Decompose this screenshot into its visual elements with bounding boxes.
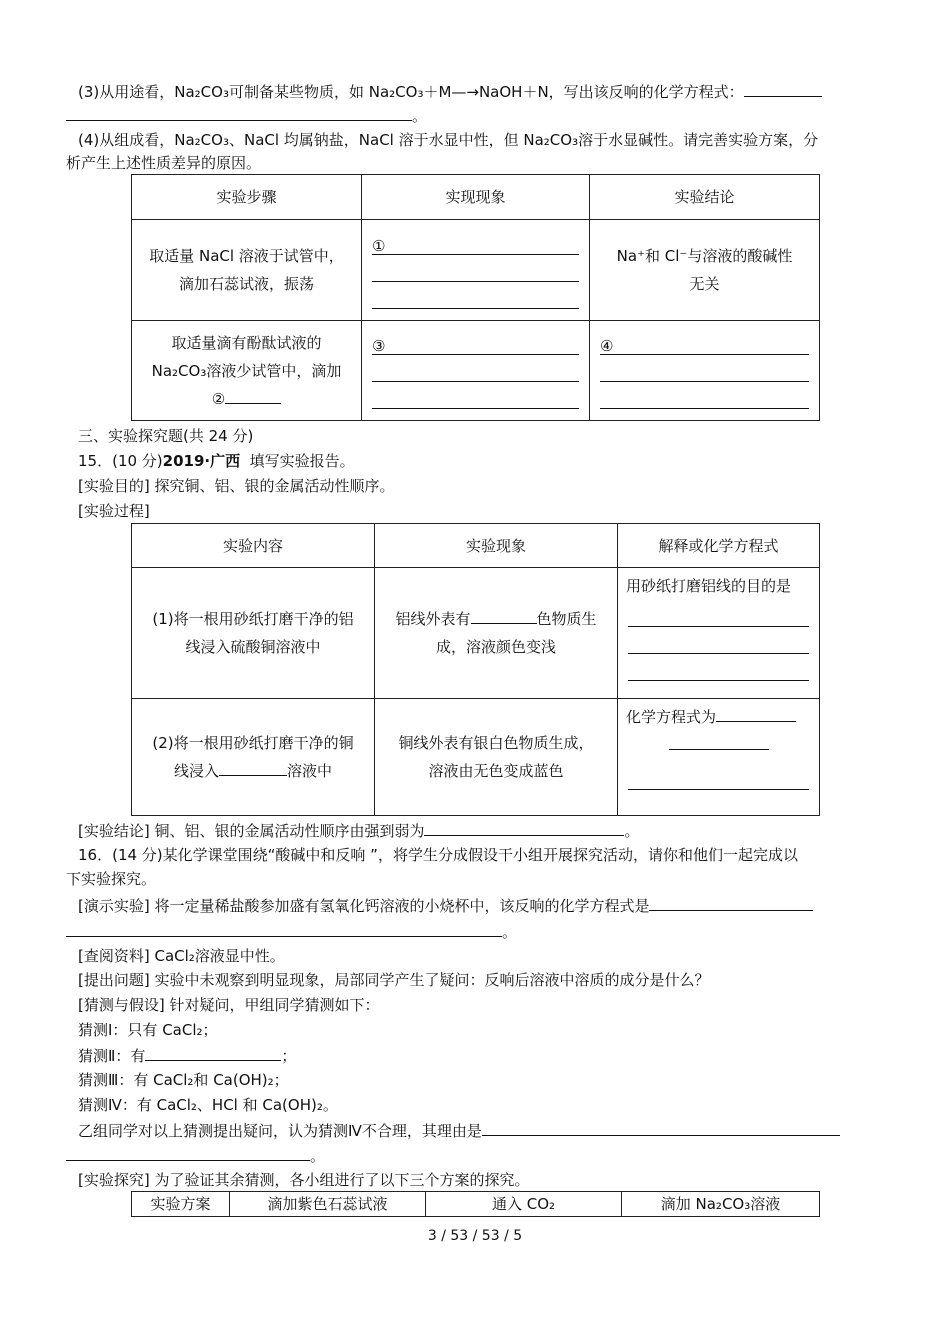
experiment-table-2 [131,523,820,816]
answer-blank[interactable] [628,767,809,790]
table-header: 实验方案 [132,1192,230,1217]
answer-blank[interactable] [66,104,412,121]
table-cell: 取适量滴有酚酞试液的 Na₂CO₃溶液少试管中，滴加 ② [132,321,362,421]
answer-blank[interactable] [744,80,822,97]
q15-conclusion: [实验结论] 铜、铝、银的金属活动性顺序由强到弱为 。 [78,819,640,842]
table-cell: Na⁺和 Cl⁻与溶液的酸碱性 无关 [590,220,820,321]
answer-blank[interactable] [628,631,809,654]
experiment-table-1 [131,174,820,421]
answer-blank[interactable] [628,658,809,681]
q13-part3: (3)从用途看，Na₂CO₃可制备某些物质，如 Na₂CO₃＋M—→NaOH＋N，写出该反响的化学方程式： [78,80,822,103]
q16-explore: [实验探究] 为了验证其余猜测，各小组进行了以下三个方案的探究。 [78,1171,530,1189]
answer-blank[interactable] [145,1044,281,1061]
q16-guess2: 猜测Ⅱ：有 ； [78,1044,296,1067]
answer-blank[interactable] [372,359,579,382]
page-footer: 3 / 53 / 53 / 5 [427,1228,523,1244]
table-header: 解释或化学方程式 [618,524,820,568]
answer-blank[interactable] [600,386,809,409]
table-cell: 铝线外表有 色物质生 成，溶液颜色变浅 [375,568,618,699]
table-header: 实验步骤 [132,175,362,220]
table-cell [362,220,590,321]
q16-guess4: 猜测Ⅳ：有 CaCl₂、HCl 和 Ca(OH)₂。 [78,1096,338,1114]
answer-blank[interactable] [219,759,287,776]
q16-question: [提出问题] 实验中未观察到明显现象，局部同学产生了疑问：反响后溶液中溶质的成分是什么？ [78,971,710,989]
answer-blank[interactable] [66,1144,310,1161]
section-title: 三、实验探究题(共 24 分) [78,427,254,445]
answer-blank[interactable] [649,894,813,911]
answer-blank[interactable] [482,1119,840,1136]
q13-part4-line1: (4)从组成看，Na₂CO₃、NaCl 均属钠盐，NaCl 溶于水显中性，但 Na₂CO₃溶于水显碱性。请完善实验方案，分 [78,131,819,149]
table-cell [590,321,820,421]
answer-blank[interactable] [600,359,809,382]
q16-intro-line1: 16．(14 分)某化学课堂围绕“酸碱中和反响 ”，将学生分成假设干小组开展探究活动，请你和他们一起完成以 [78,846,798,864]
table-cell: 用砂纸打磨铝线的目的是 [618,568,820,699]
q16-hypothesis: [猜测与假设] 针对疑问，甲组同学猜测如下： [78,996,380,1014]
q16-info: [查阅资料] CaCl₂溶液显中性。 [78,947,285,965]
answer-blank[interactable] [66,920,502,937]
table-header: 滴加紫色石蕊试液 [230,1192,426,1217]
answer-blank[interactable] [628,604,809,627]
answer-blank[interactable] [225,387,281,404]
q16-guess1: 猜测Ⅰ：只有 CaCl₂； [78,1021,218,1039]
table-cell [362,321,590,421]
table-header: 实现现象 [362,175,590,220]
answer-blank[interactable] [372,259,579,282]
table-header: 实验结论 [590,175,820,220]
q16-demo-cont: 。 [66,920,517,943]
q15-title: 15．(10 分)2019·广西 填写实验报告。 [78,452,355,470]
q15-purpose: [实验目的] 探究铜、铝、银的金属活动性顺序。 [78,477,395,495]
table-cell: 化学方程式为 [618,699,820,816]
q13-part4-line2: 析产生上述性质差异的原因。 [66,154,262,172]
answer-blank[interactable] [471,607,537,624]
table-cell: (2)将一根用砂纸打磨干净的铜 线浸入 溶液中 [132,699,375,816]
answer-blank[interactable] [716,705,796,722]
table-header: 滴加 Na₂CO₃溶液 [622,1192,820,1217]
q16-intro-line2: 下实验探究。 [66,870,157,888]
table-header: 实验内容 [132,524,375,568]
q16-guess3: 猜测Ⅲ：有 CaCl₂和 Ca(OH)₂； [78,1071,289,1089]
answer-blank[interactable] [669,733,769,750]
table-cell: (1)将一根用砂纸打磨干净的铝 线浸入硫酸铜溶液中 [132,568,375,699]
experiment-table-3 [131,1191,820,1217]
table-cell: 铜线外表有银白色物质生成， 溶液由无色变成蓝色 [375,699,618,816]
q15-process: [实验过程] [78,502,150,520]
table-header: 实验现象 [375,524,618,568]
q16-demo: [演示实验] 将一定量稀盐酸参加盛有氢氧化钙溶液的小烧杯中，该反响的化学方程式是 [78,894,813,917]
q16-objection: 乙组同学对以上猜测提出疑问，认为猜测Ⅳ不合理，其理由是 [78,1119,840,1142]
answer-blank[interactable]: ③ [372,332,579,355]
table-cell: 取适量 NaCl 溶液于试管中， 滴加石蕊试液，振荡 [132,220,362,321]
q13-part3-cont: 。 [66,104,427,127]
answer-blank[interactable] [372,386,579,409]
answer-blank[interactable] [372,286,579,309]
q16-objection-cont: 。 [66,1144,325,1167]
answer-blank[interactable]: ④ [600,332,809,355]
answer-blank[interactable] [424,819,624,836]
table-header: 通入 CO₂ [426,1192,622,1217]
answer-blank[interactable]: ① [372,232,579,255]
